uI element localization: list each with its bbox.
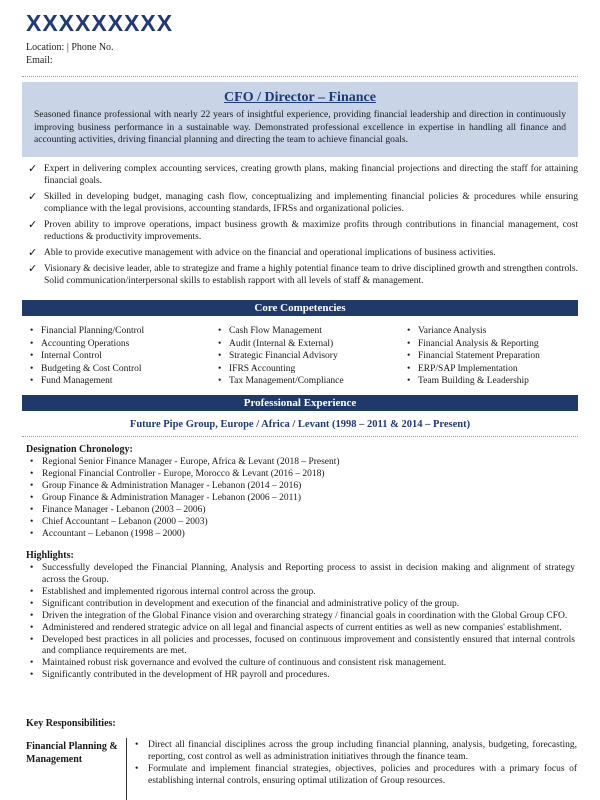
list-item: • Accountant – Lebanon (1998 – 2000) — [30, 529, 575, 541]
contact-email: Email: — [26, 55, 53, 66]
list-item: • Established and implemented rigorous internal control across the group. — [30, 587, 575, 599]
list-item: • Variance Analysis — [407, 325, 540, 338]
core-competencies-header: Core Competencies — [22, 300, 578, 316]
responsibility-area-label: Financial Planning & Management — [26, 741, 118, 765]
list-item: • Regional Financial Controller - Europe, Morocco & Levant (2016 – 2018) — [30, 469, 575, 481]
list-item: • Maintained robust risk governance and evolved the culture of continuous and consistent risk management. — [30, 658, 575, 670]
list-item: • Strategic Financial Advisory — [218, 350, 344, 363]
company-divider — [22, 436, 578, 437]
list-item: • Group Finance & Administration Manager - Lebanon (2006 – 2011) — [30, 493, 575, 505]
competencies-column-2 — [218, 325, 344, 388]
designation-chronology-title: Designation Chronology: — [26, 444, 133, 455]
list-item: • Accounting Operations — [30, 338, 144, 351]
list-item: • Driven the integration of the Global Finance vision and overarching strategy / financial goals in coordination with the Global Group CFO. — [30, 611, 575, 623]
competencies-column-3 — [407, 325, 540, 388]
list-item: ✓ Able to provide executive management with advice on the financial and operational implications of business activities. — [28, 246, 496, 259]
list-item: ✓ Proven ability to improve operations, impact business growth & maximize profits through contributions in financial management, cost reductions & productivity improvements. — [28, 218, 578, 242]
key-responsibilities-title: Key Responsibilities: — [26, 718, 116, 729]
designation-chronology-list — [30, 457, 575, 541]
list-item: • Successfully developed the Financial Planning, Analysis and Reporting process to assist in decision making and alignment of strategy across the Group. — [30, 563, 575, 586]
highlights-list — [30, 563, 575, 682]
contact-location-phone: Location: | Phone No. — [26, 42, 114, 53]
list-item: • Financial Planning/Control — [30, 325, 144, 338]
checkmark-icon: ✓ — [28, 190, 38, 203]
checkmark-icon: ✓ — [28, 262, 38, 275]
contact-info — [26, 41, 114, 67]
summary-box — [22, 82, 578, 157]
profile-title: CFO / Director – Finance — [224, 90, 376, 105]
list-item: • Developed best practices in all policies and processes, focused on continuous improvement and consistently ensured that internal controls and compliance requirements are met. — [30, 635, 575, 658]
list-item: • Administered and rendered strategic advice on all legal and financial aspects of current entities as well as new companies' establishment. — [30, 623, 575, 635]
list-item: ✓ Expert in delivering complex accounting services, creating growth plans, making financial projections and directing the staff for attaining financial goals. — [28, 162, 578, 186]
list-item: • Financial Analysis & Reporting — [407, 338, 540, 351]
list-item: • IFRS Accounting — [218, 363, 344, 376]
competencies-column-1 — [30, 325, 144, 388]
list-item: ✓ Skilled in developing budget, managing cash flow, conceptualizing and implementing financial policies & procedures while ensuring compliance with the legal provisions, accounting standards, IFRSs and organizational policies. — [28, 190, 578, 214]
responsibilities-list — [135, 740, 577, 788]
list-item: • Group Finance & Administration Manager - Lebanon (2014 – 2016) — [30, 481, 575, 493]
list-item: • Audit (Internal & External) — [218, 338, 344, 351]
list-item: • Direct all financial disciplines across the group including financial planning, analysis, budgeting, forecasting, reporting, cost control as well as administration initiatives through the finance team. — [135, 740, 577, 763]
list-item: • Finance Manager - Lebanon (2003 – 2006) — [30, 505, 575, 517]
list-item: • Financial Statement Preparation — [407, 350, 540, 363]
list-item: • Team Building & Leadership — [407, 375, 540, 388]
list-item: • Significantly contributed in the development of HR payroll and procedures. — [30, 670, 575, 682]
checkmark-icon: ✓ — [28, 218, 38, 231]
checkmark-icon: ✓ — [28, 246, 38, 259]
list-item: • Budgeting & Cost Control — [30, 363, 144, 376]
responsibility-divider — [126, 738, 127, 800]
list-item: • Internal Control — [30, 350, 144, 363]
list-item: • ERP/SAP Implementation — [407, 363, 540, 376]
list-item: • Significant contribution in development and execution of the financial and administrative policy of the group. — [30, 599, 575, 611]
candidate-name: XXXXXXXXX — [26, 10, 174, 36]
key-strengths-list — [26, 163, 578, 291]
list-item: • Regional Senior Finance Manager - Europe, Africa & Levant (2018 – Present) — [30, 457, 575, 469]
checkmark-icon: ✓ — [28, 162, 38, 175]
highlights-title: Highlights: — [26, 550, 74, 561]
summary-text: Seasoned finance professional with nearly 22 years of insightful experience, providing financial leadership and direction in continuously improving business performance in a sustainable way. Demonstrated professional excellence in expertise in handling all finance and accounting activities, driving financial planning and directing the team to achieve financial goals. — [34, 109, 566, 145]
header-divider — [22, 76, 578, 77]
list-item: • Formulate and implement financial strategies, objectives, policies and procedures with a primary focus of establishing internal controls, ensuring optimal utilization of Group resources. — [135, 764, 577, 787]
list-item: • Cash Flow Management — [218, 325, 344, 338]
list-item: • Chief Accountant – Lebanon (2000 – 2003) — [30, 517, 575, 529]
company-heading: Future Pipe Group, Europe / Africa / Levant (1998 – 2011 & 2014 – Present) — [129, 419, 471, 430]
professional-experience-header: Professional Experience — [22, 395, 578, 411]
list-item: • Tax Management/Compliance — [218, 375, 344, 388]
list-item: ✓ Visionary & decisive leader, able to strategize and frame a highly potential finance team to drive disciplined growth and strengthen controls. Solid communication/interpersonal skills to establish rapport with all levels of staff & management. — [28, 262, 578, 286]
list-item: • Fund Management — [30, 375, 144, 388]
